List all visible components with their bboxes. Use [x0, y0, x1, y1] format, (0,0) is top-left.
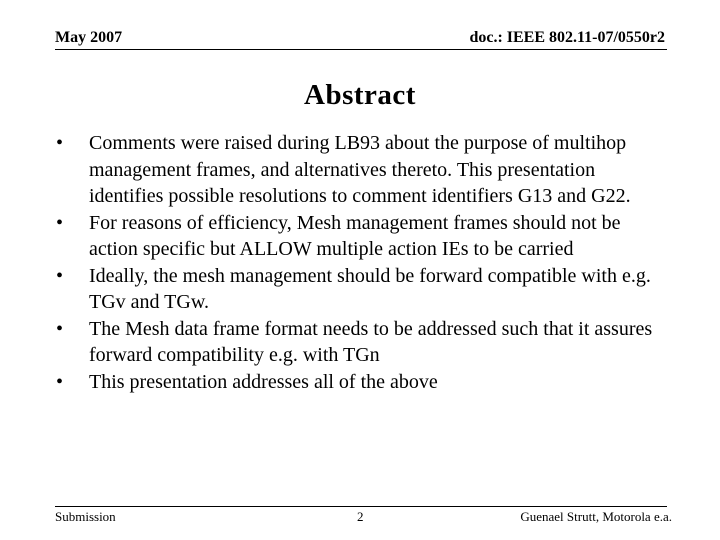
- bullet-dot-icon: •: [55, 264, 63, 287]
- bullet-text: The Mesh data frame format needs to be addressed such that it assures forward compatibility e.g. with TGn: [89, 317, 653, 366]
- bullet-item: [30, 369, 670, 396]
- footer-divider: [55, 506, 667, 507]
- bullet-list: [30, 130, 670, 395]
- bullet-text: Comments were raised during LB93 about the purpose of multihop management frames, and alternatives thereto. This presentation identifies possible resolutions to comment identifiers G13 and G22.: [89, 132, 631, 207]
- bullet-item: [30, 210, 670, 263]
- footer-submission: Submission: [55, 509, 116, 524]
- bullet-text: This presentation addresses all of the above: [89, 370, 438, 393]
- footer-author: Guenael Strutt, Motorola e.a.: [520, 509, 672, 524]
- bullet-item: [30, 316, 670, 369]
- bullet-text: Ideally, the mesh management should be forward compatible with e.g. TGv and TGw.: [89, 264, 651, 313]
- slide-title: Abstract: [304, 79, 416, 111]
- bullet-dot-icon: •: [55, 211, 63, 234]
- bullet-dot-icon: •: [55, 317, 63, 340]
- bullet-item: [30, 263, 670, 316]
- bullet-text: For reasons of efficiency, Mesh management frames should not be action specific but ALLOW multiple action IEs to be carried: [89, 211, 621, 260]
- header-doc-id: doc.: IEEE 802.11-07/0550r2: [469, 29, 665, 46]
- bullet-dot-icon: •: [55, 132, 63, 154]
- header-divider: [55, 49, 667, 50]
- bullet-item: [30, 130, 670, 210]
- header-date: May 2007: [55, 29, 123, 46]
- bullet-dot-icon: •: [55, 370, 63, 393]
- page-number: 2: [357, 509, 364, 524]
